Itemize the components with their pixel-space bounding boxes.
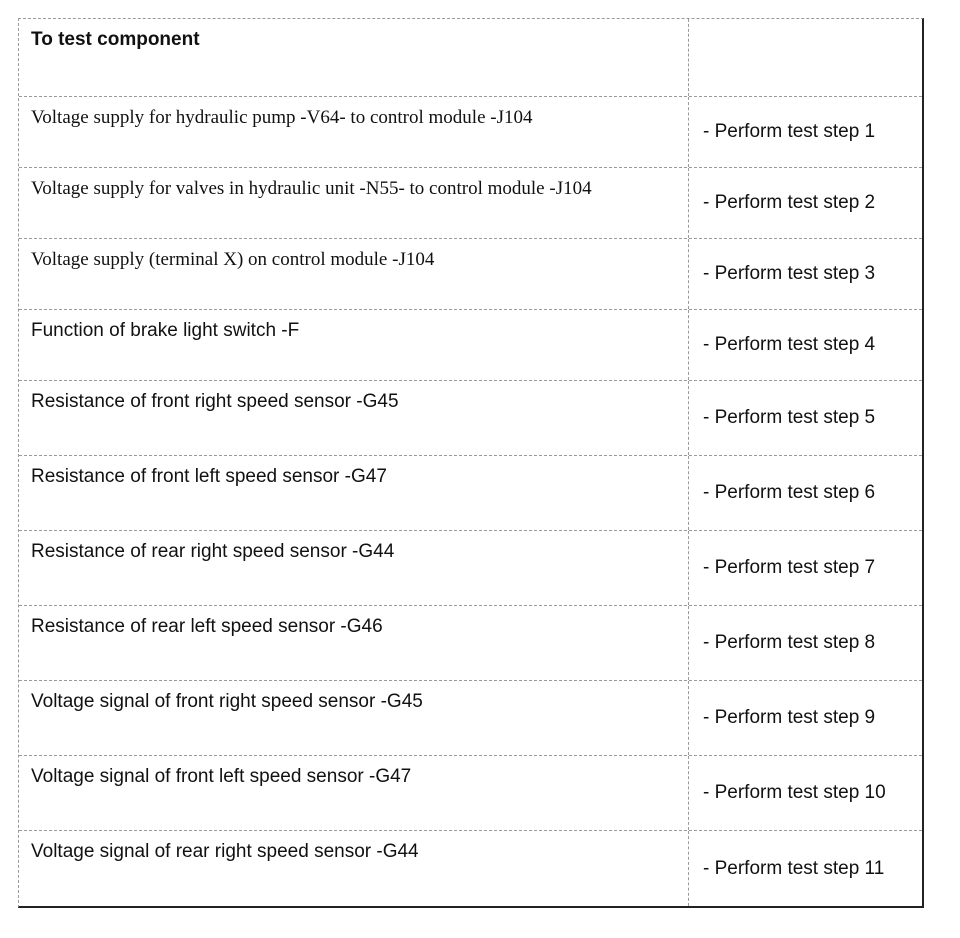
component-cell xyxy=(19,310,689,380)
component-cell xyxy=(19,681,689,755)
table-row xyxy=(19,239,922,310)
component-text: Resistance of rear right speed sensor -G44 xyxy=(31,541,395,562)
component-cell xyxy=(19,239,689,309)
table-row xyxy=(19,168,922,239)
action-cell xyxy=(689,531,922,605)
component-text: Voltage signal of rear right speed sensor -G44 xyxy=(31,841,419,862)
action-cell xyxy=(689,606,922,680)
action-cell xyxy=(689,310,922,380)
component-text: Voltage signal of front right speed sensor -G45 xyxy=(31,691,423,712)
action-text: - Perform test step 2 xyxy=(703,192,876,213)
component-cell xyxy=(19,456,689,530)
action-text: - Perform test step 8 xyxy=(703,632,876,653)
test-component-table xyxy=(18,18,924,908)
table-row xyxy=(19,831,922,906)
header-cell-component xyxy=(19,19,689,96)
table-row xyxy=(19,456,922,531)
component-cell xyxy=(19,531,689,605)
header-component-label: To test component xyxy=(31,29,200,50)
action-text: - Perform test step 7 xyxy=(703,557,876,578)
component-text: Voltage supply (terminal X) on control module -J104 xyxy=(31,249,435,270)
action-cell xyxy=(689,681,922,755)
table-row xyxy=(19,97,922,168)
table-header-row xyxy=(19,19,922,97)
action-text: - Perform test step 6 xyxy=(703,482,876,503)
component-text: Voltage supply for hydraulic pump -V64- to control module -J104 xyxy=(31,107,533,128)
action-cell xyxy=(689,168,922,238)
component-text: Resistance of front left speed sensor -G47 xyxy=(31,466,387,487)
action-text: - Perform test step 10 xyxy=(703,782,886,803)
action-cell xyxy=(689,756,922,830)
component-text: Voltage supply for valves in hydraulic unit -N55- to control module -J104 xyxy=(31,178,592,199)
component-cell xyxy=(19,756,689,830)
table-row xyxy=(19,531,922,606)
table-row xyxy=(19,756,922,831)
component-text: Function of brake light switch -F xyxy=(31,320,300,341)
table-row xyxy=(19,310,922,381)
action-cell xyxy=(689,456,922,530)
component-cell xyxy=(19,168,689,238)
component-text: Voltage signal of front left speed sensor -G47 xyxy=(31,766,412,787)
action-text: - Perform test step 9 xyxy=(703,707,876,728)
action-text: - Perform test step 11 xyxy=(703,857,885,879)
action-text: - Perform test step 4 xyxy=(703,334,876,355)
table-row xyxy=(19,606,922,681)
component-cell xyxy=(19,831,689,906)
action-text: - Perform test step 5 xyxy=(703,407,876,428)
header-cell-action xyxy=(689,19,922,96)
action-cell xyxy=(689,831,922,906)
component-text: Resistance of rear left speed sensor -G46 xyxy=(31,616,383,637)
action-cell xyxy=(689,97,922,167)
action-cell xyxy=(689,381,922,455)
table-row xyxy=(19,681,922,756)
action-text: - Perform test step 3 xyxy=(703,263,876,284)
component-cell xyxy=(19,381,689,455)
component-cell xyxy=(19,97,689,167)
component-text: Resistance of front right speed sensor -G45 xyxy=(31,391,399,412)
action-text: - Perform test step 1 xyxy=(703,121,876,142)
component-cell xyxy=(19,606,689,680)
table-row xyxy=(19,381,922,456)
action-cell xyxy=(689,239,922,309)
